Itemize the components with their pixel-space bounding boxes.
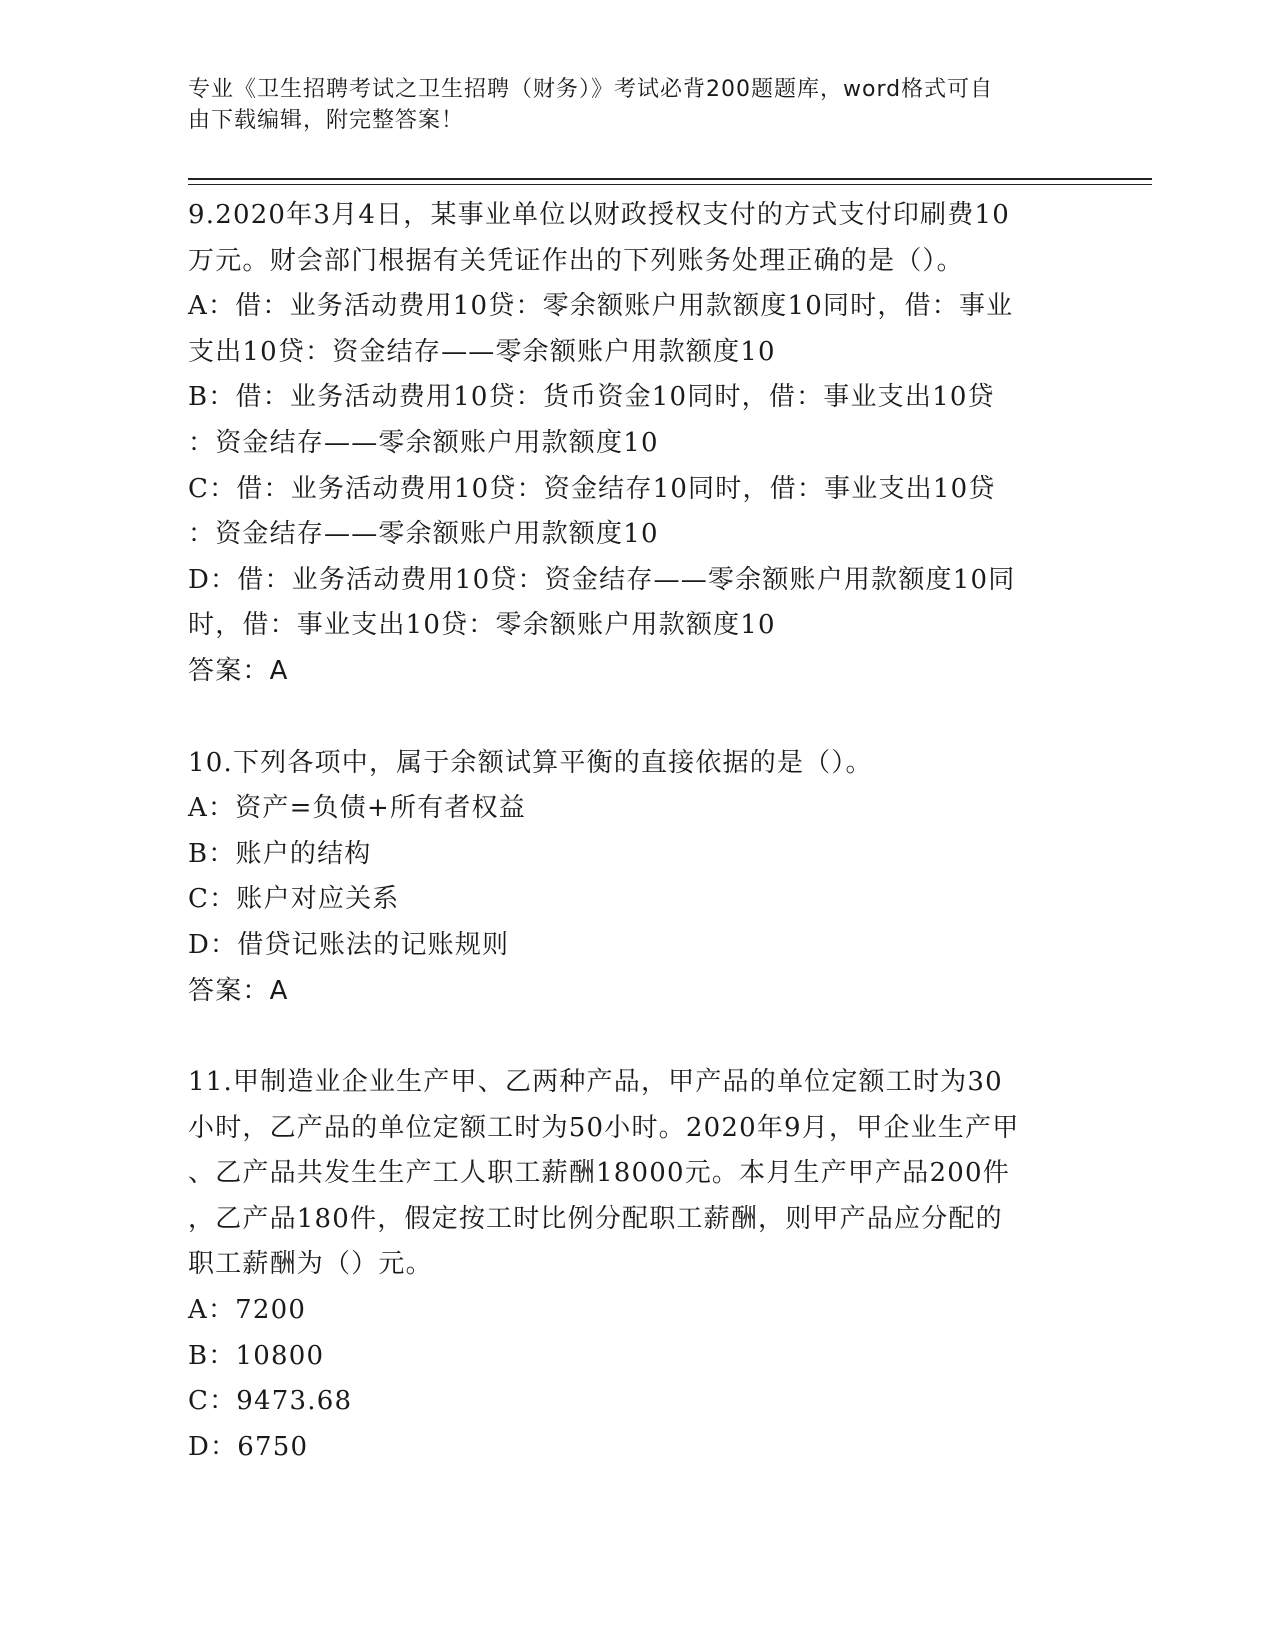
header-line-1: 专业《卫生招聘考试之卫生招聘（财务）》考试必背200题题库，word格式可自: [188, 77, 994, 102]
option-line: B：账户的结构: [188, 838, 372, 869]
question-stem-line: 小时，乙产品的单位定额工时为50小时。2020年9月，甲企业生产甲: [188, 1112, 1020, 1143]
option-line: D：借：业务活动费用10贷：资金结存——零余额账户用款额度10同: [188, 564, 1016, 595]
header-divider-thin: [188, 184, 1152, 185]
header-line-2: 由下载编辑，附完整答案！: [188, 108, 465, 133]
option-line: C：账户对应关系: [188, 884, 400, 915]
option-line: A：资产=负债+所有者权益: [188, 793, 526, 824]
option-line: A：借：业务活动费用10贷：零余额账户用款额度10同时，借：事业: [188, 291, 1014, 322]
question-stem-line: 9.2020年3月4日，某事业单位以财政授权支付的方式支付印刷费10: [188, 200, 1010, 230]
question-9: [188, 193, 1088, 695]
option-line: ：资金结存——零余额账户用款额度10: [188, 427, 659, 458]
option-line: 支出10贷：资金结存——零余额账户用款额度10: [188, 336, 776, 367]
question-stem-line: 职工薪酬为（）元。: [188, 1249, 433, 1280]
option-line: C：9473.68: [188, 1386, 353, 1417]
header-divider-thick: [188, 178, 1152, 180]
question-list: [188, 193, 1088, 1516]
answer-label: 答案：A: [188, 655, 289, 686]
question-11: [188, 1060, 1088, 1470]
option-line: ：资金结存——零余额账户用款额度10: [188, 519, 659, 550]
option-line: B：10800: [188, 1340, 325, 1371]
option-line: C：借：业务活动费用10贷：资金结存10同时，借：事业支出10贷: [188, 473, 996, 504]
question-stem-line: 、乙产品共发生生产工人职工薪酬18000元。本月生产甲产品200件: [188, 1158, 1010, 1189]
option-line: D：借贷记账法的记账规则: [188, 929, 510, 960]
question-stem-line: ，乙产品180件，假定按工时比例分配职工薪酬，则甲产品应分配的: [188, 1203, 1003, 1234]
option-line: 时，借：事业支出10贷：零余额账户用款额度10: [188, 610, 776, 641]
option-line: B：借：业务活动费用10贷：货币资金10同时，借：事业支出10贷: [188, 382, 995, 413]
document-header: [188, 74, 1068, 136]
option-line: D：6750: [188, 1431, 309, 1462]
question-stem-line: 万元。财会部门根据有关凭证作出的下列账务处理正确的是（）。: [188, 245, 964, 276]
option-line: A：7200: [188, 1295, 307, 1326]
question-stem-line: 10.下列各项中，属于余额试算平衡的直接依据的是（）。: [188, 747, 873, 778]
question-stem-line: 11.甲制造业企业生产甲、乙两种产品，甲产品的单位定额工时为30: [188, 1067, 1003, 1098]
answer-label: 答案：A: [188, 975, 289, 1006]
question-10: [188, 741, 1088, 1015]
